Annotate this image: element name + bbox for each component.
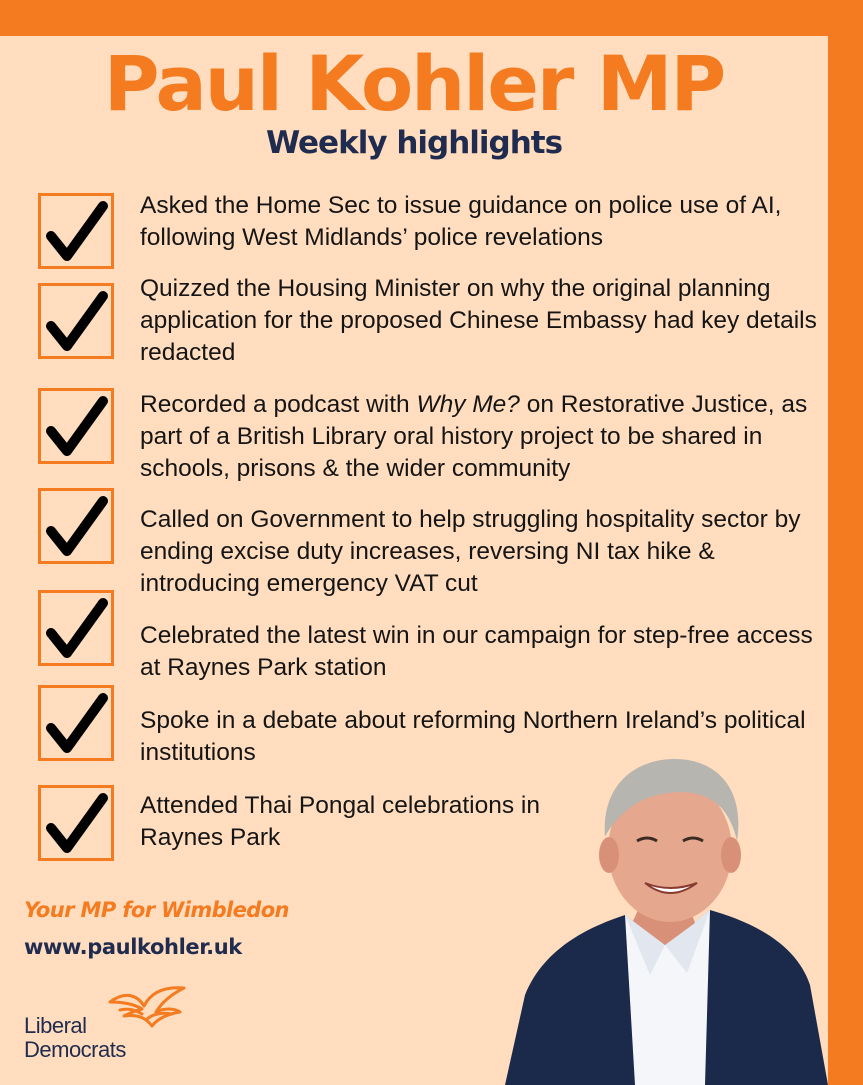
check-icon [45,493,109,563]
check-icon [45,393,109,463]
page-subtitle: Weekly highlights [265,125,563,161]
item-text: Asked the Home Sec to issue guidance on police use of AI, following West Midlands’ police revelations [140,192,782,251]
check-icon [45,288,109,358]
tagline: Your MP for Wimbledon [24,898,289,922]
checkbox [38,785,114,861]
check-icon [45,690,109,760]
check-icon [45,198,109,268]
liberal-democrats-bird-logo [106,982,188,1034]
checkbox [38,590,114,666]
checkbox [38,193,114,269]
item-text: Celebrated the latest win in our campaign for step-free access at Raynes Park station [140,622,813,681]
checkbox [38,388,114,464]
check-icon [45,595,109,665]
item-text: Recorded a podcast with Why Me? on Restorative Justice, as part of a British Library oral history project to be shared in schools, prisons & the wider community [140,391,808,482]
portrait-photo [505,745,828,1085]
checkbox [38,283,114,359]
item-text: Spoke in a debate about reforming Northern Ireland’s political institutions [140,707,806,766]
logo-line-2: Democrats [24,1037,126,1062]
item-text: Quizzed the Housing Minister on why the original planning application for the proposed Chinese Embassy had key details redacted [140,275,817,366]
item-text: Attended Thai Pongal celebrations in Raynes Park [140,792,540,851]
checkbox [38,685,114,761]
website-link[interactable]: www.paulkohler.uk [24,935,242,959]
page-title: Paul Kohler MP [103,39,725,128]
item-text: Called on Government to help struggling hospitality sector by ending excise duty increases, reversing NI tax hike & introducing emergency VAT cut [140,506,801,597]
checkbox [38,488,114,564]
liberal-democrats-logo [24,982,194,1062]
logo-line-1: Liberal [24,1013,87,1038]
check-icon [45,790,109,860]
